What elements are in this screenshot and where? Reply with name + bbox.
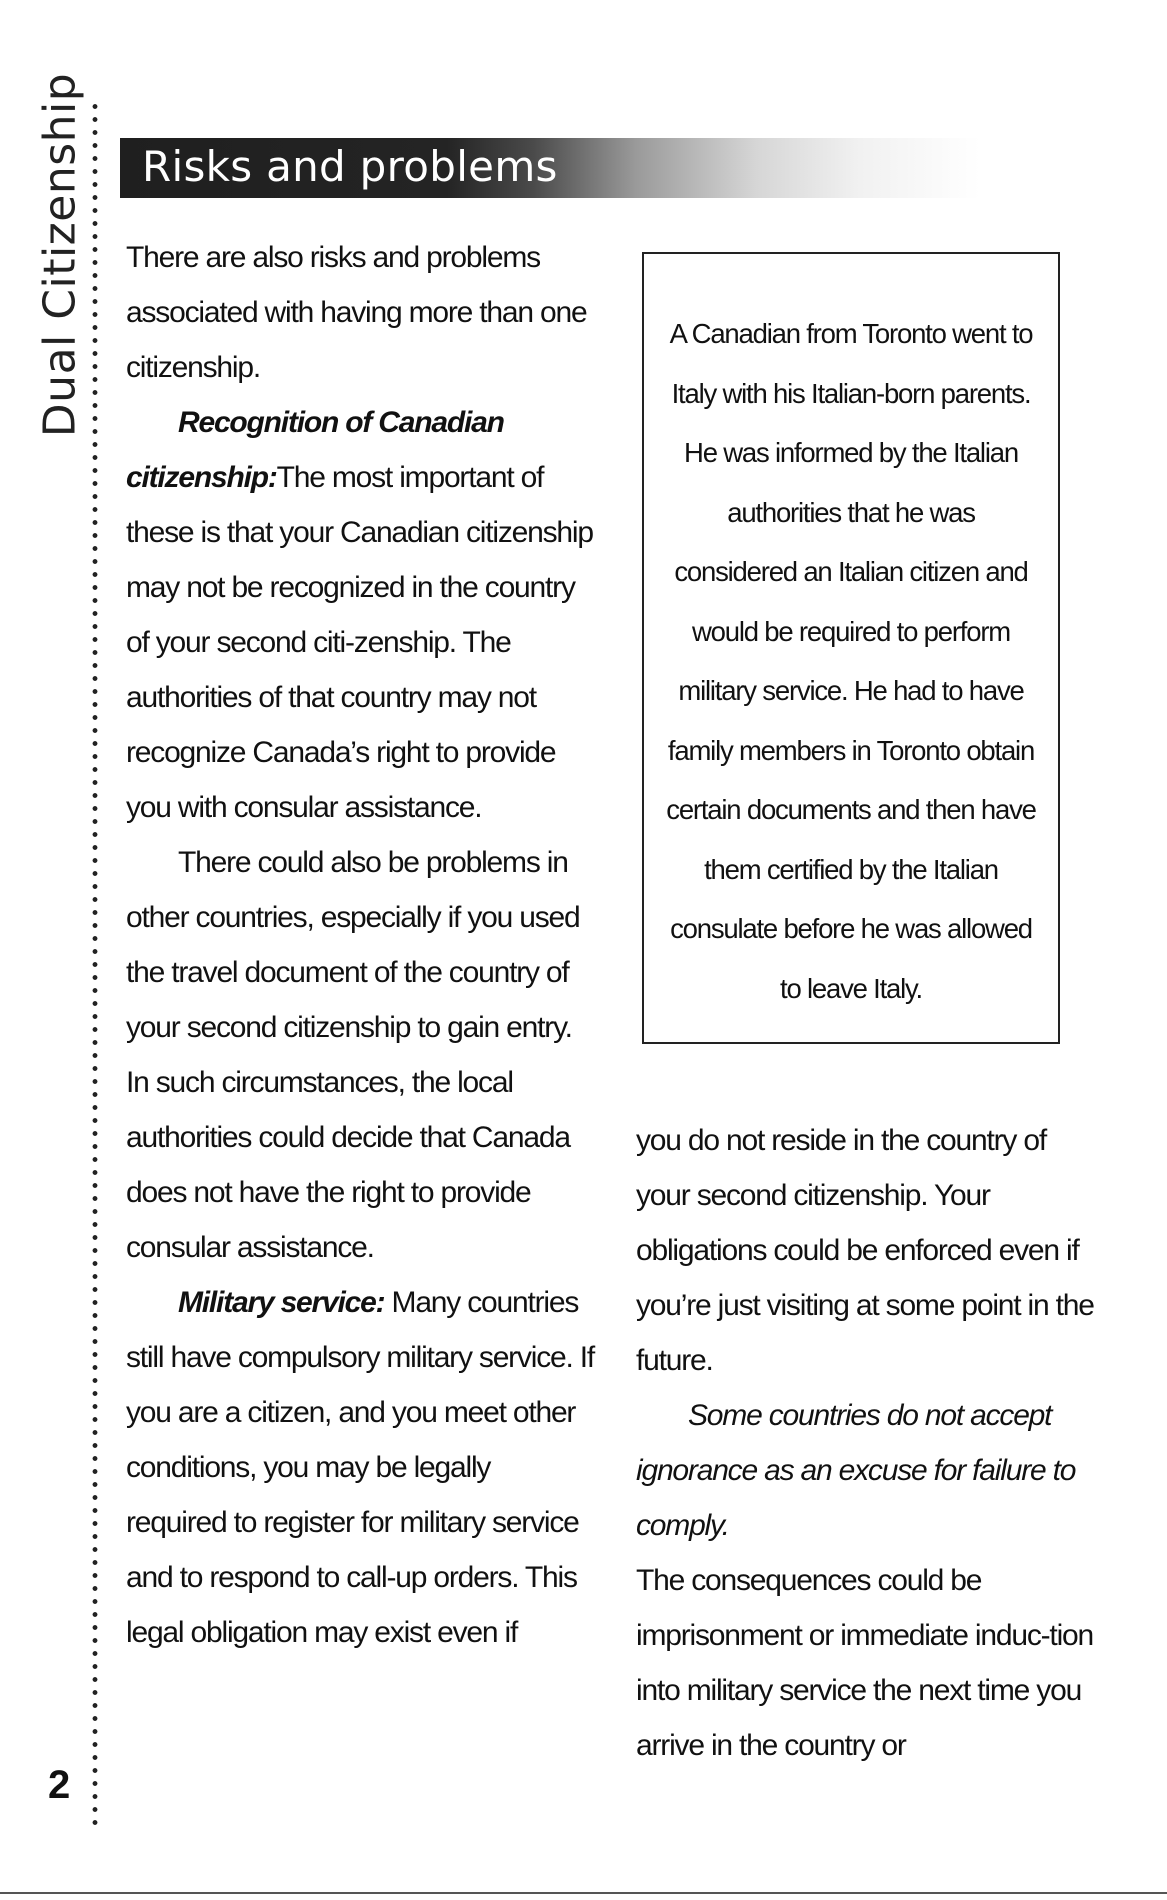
section-title: Risks and problems [142,142,558,191]
example-callout-box [642,252,1060,1044]
military-paragraph [126,1275,596,1660]
callout-text: A Canadian from Toronto went to Italy with his Italian-born parents. He was informed by the Italian authorities that he was considered an Italian citizen and would be required to perform military service. He had to have family members in Toronto obtain certain documents and then have them certified by the Italian consulate before he was allowed to leave Italy. [666,318,1036,1004]
continuation-paragraph: you do not reside in the country of your second citizenship. Your obligations could be enforced even if you’re just visiting at some point in the future. [636,1124,1094,1377]
sidebar-title-text: Dual Citizenship [34,72,86,438]
bottom-rule [0,1892,1167,1894]
left-column [126,230,596,1660]
consequences-paragraph: The consequences could be imprisonment or immediate induc-tion into military service the next time you arrive in the country or [636,1564,1094,1762]
military-heading: Military service: [178,1286,385,1319]
military-text: Many countries still have compulsory military service. If you are a citizen, and you meet other conditions, you may be legally required to register for military service and to respond to call-up orders. This legal obligation may exist even if [126,1286,595,1649]
emphasis-paragraph: Some countries do not accept ignorance as an excuse for failure to comply. [636,1399,1076,1542]
page-number: 2 [48,1763,71,1807]
recognition-paragraph [126,395,596,835]
other-countries-paragraph: There could also be problems in other countries, especially if you used the travel document of the country of your second citizenship to gain entry. In such circumstances, the local authorities could decide that Canada does not have the right to provide consular assistance. [126,846,580,1264]
recognition-heading: Recognition of Canadian citizenship: [126,406,504,494]
right-column [636,1113,1106,1773]
dotted-margin-rule [92,100,98,1830]
intro-paragraph: There are also risks and problems associated with having more than one citizenship. [126,241,587,384]
section-header [120,138,980,198]
recognition-text: The most important of these is that your Canadian citizenship may not be recognized in the country of your second citi-zenship. The authorities of that country may not recognize Canada’s right to provide you with consular assistance. [126,461,593,824]
